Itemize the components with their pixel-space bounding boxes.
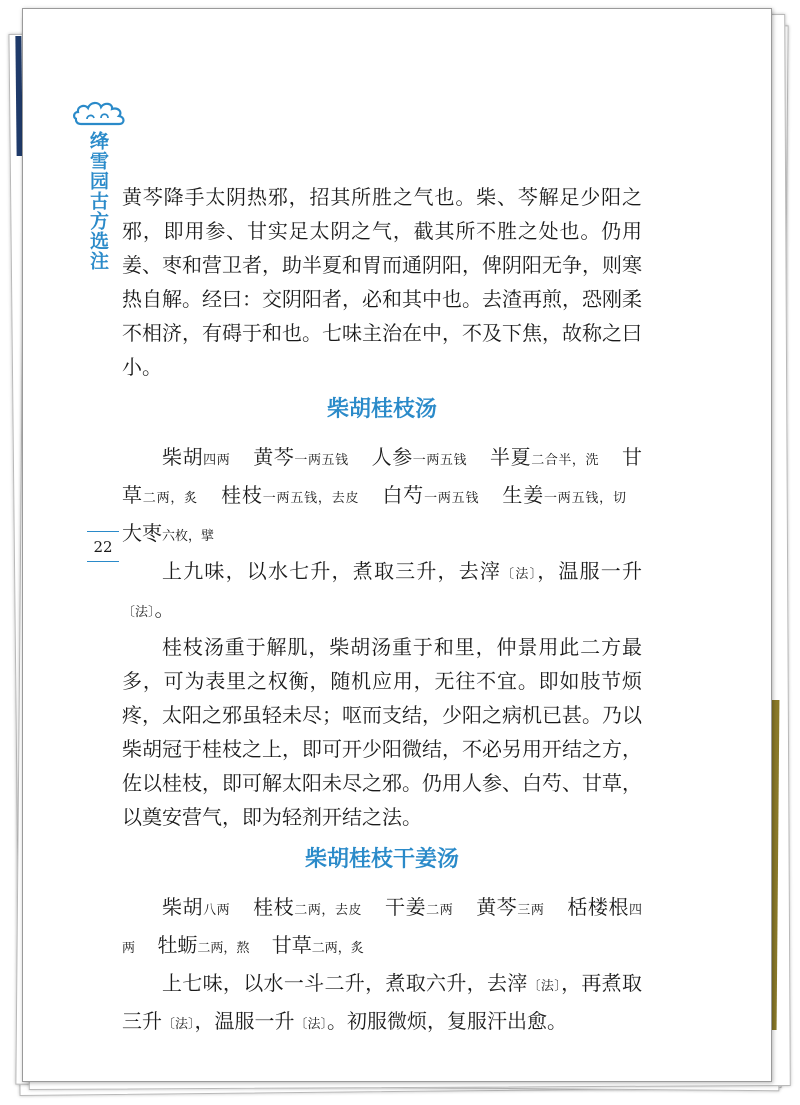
ingredient-name: 栝楼根 bbox=[567, 895, 630, 919]
ingredient-list bbox=[122, 890, 642, 966]
method-text: ，温服一升 bbox=[194, 1009, 295, 1033]
commentary-paragraph: 桂枝汤重于解肌，柴胡汤重于和里，仲景用此二方最多，可为表里之权衡，随机应用，无往不宜。即如肢节烦疼，太阳之邪虽轻未尽；呕而支结，少阳之病机已甚。乃以柴胡冠于桂枝之上，即可开少阳微结，不必另用开结之方，佐以桂枝，即可解太阳未尽之邪。仍用人参、白芍、甘草，以奠安营气，即为轻剂开结之法。 bbox=[122, 635, 642, 829]
ingredient-dose: 二两 bbox=[426, 903, 454, 918]
method-note: 〔法〕 bbox=[122, 605, 155, 620]
page-number-rule-bottom bbox=[87, 561, 119, 562]
ingredient-name: 人参 bbox=[371, 445, 413, 469]
ingredient-dose: 三两 bbox=[517, 903, 545, 918]
page-number-block bbox=[83, 531, 123, 562]
ingredient-dose: 二两，炙 bbox=[142, 491, 198, 506]
ingredient-name: 牡蛎 bbox=[157, 933, 198, 957]
ingredient-name: 生姜 bbox=[502, 483, 544, 507]
ingredient-name: 柴胡 bbox=[162, 895, 204, 919]
method-text: 。 bbox=[154, 597, 175, 621]
method-note: 〔法〕 bbox=[162, 1017, 195, 1032]
ingredient-name: 甘草 bbox=[122, 445, 642, 507]
ingredient-name: 甘草 bbox=[271, 933, 312, 957]
ingredient-dose: 二合半，洗 bbox=[531, 453, 600, 468]
preparation-method bbox=[122, 966, 642, 1042]
ingredient-dose: 四两 bbox=[203, 453, 231, 468]
intro-paragraph: 黄芩降手太阴热邪，招其所胜之气也。柴、芩解足少阳之邪，即用参、甘实足太阴之气，截其所不胜之处也。仍用姜、枣和营卫者，助半夏和胃而通阴阳，俾阴阳无争，则寒热自解。经曰：交阴阳者，必和其中也。去渣再煎，恐刚柔不相济，有碍于和也。七味主治在中，不及下焦，故称之曰小。 bbox=[122, 185, 642, 379]
ingredient-dose: 一两五钱 bbox=[412, 453, 468, 468]
method-text: 。初服微烦，复服汗出愈。 bbox=[327, 1009, 568, 1033]
ingredient-dose: 四两 bbox=[122, 903, 643, 956]
ingredient-name: 大枣 bbox=[122, 521, 162, 545]
method-note: 〔法〕 bbox=[294, 1017, 328, 1032]
method-note: 〔法〕 bbox=[501, 567, 538, 582]
ingredient-name: 柴胡 bbox=[162, 445, 204, 469]
section-heading-chaihu-guizhi-tang: 柴胡桂枝汤 bbox=[326, 397, 437, 422]
ingredient-name: 黄芩 bbox=[253, 445, 295, 469]
ingredient-name: 白芍 bbox=[382, 483, 425, 507]
method-text: 上七味，以水一斗二升，煮取六升，去滓 bbox=[162, 971, 528, 995]
ingredient-name: 黄芩 bbox=[476, 895, 518, 919]
preparation-method bbox=[122, 554, 642, 630]
ingredient-dose: 八两 bbox=[203, 903, 231, 918]
section-heading-chaihu-guizhi-ganjiang-tang: 柴胡桂枝干姜汤 bbox=[304, 847, 459, 872]
method-text: ，再煮取三升 bbox=[122, 971, 642, 1033]
page-content bbox=[122, 180, 642, 1042]
cloud-ornament-icon bbox=[73, 97, 129, 127]
running-title: 绛雪园古方选注 bbox=[87, 131, 109, 271]
page-number: 22 bbox=[93, 538, 113, 556]
ingredient-dose: 一两五钱，去皮 bbox=[262, 491, 360, 506]
ingredient-list bbox=[122, 440, 642, 554]
ingredient-dose: 二两，炙 bbox=[311, 941, 364, 956]
ingredient-name: 半夏 bbox=[490, 445, 532, 469]
ingredient-dose: 六枚，擘 bbox=[162, 529, 215, 544]
method-note: 〔法〕 bbox=[527, 979, 562, 994]
ingredient-dose: 一两五钱 bbox=[294, 453, 349, 468]
ingredient-name: 干姜 bbox=[385, 895, 427, 919]
ingredient-dose: 一两五钱 bbox=[424, 491, 480, 506]
method-text: ，温服一升 bbox=[537, 559, 642, 583]
ingredient-name: 桂枝 bbox=[221, 483, 263, 507]
method-text: 上九味，以水七升，煮取三升，去滓 bbox=[162, 559, 502, 583]
ingredient-dose: 二两，去皮 bbox=[294, 903, 363, 918]
ingredient-name: 桂枝 bbox=[253, 895, 295, 919]
ingredient-dose: 一两五钱，切 bbox=[544, 491, 626, 506]
ingredient-dose: 二两，熬 bbox=[197, 941, 250, 956]
